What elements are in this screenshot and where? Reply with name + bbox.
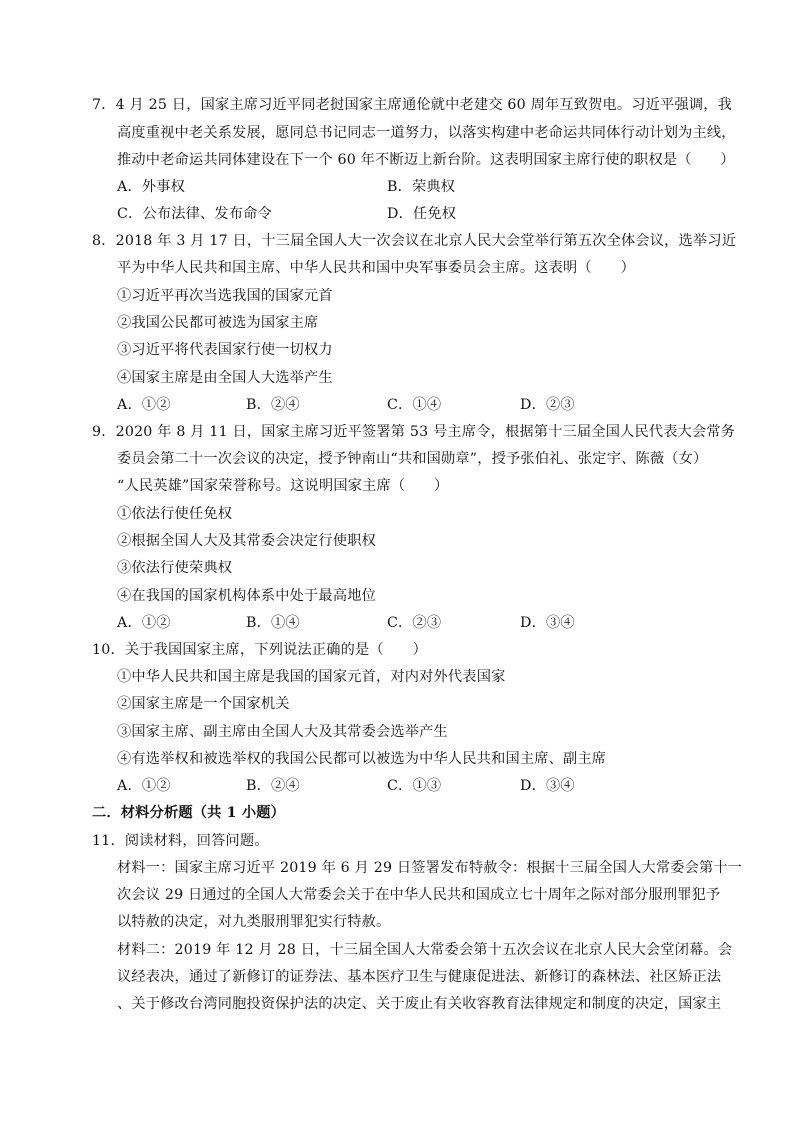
q9-option-b: B．①④ <box>246 615 300 631</box>
q9-option-d: D．③④ <box>520 615 575 631</box>
q11-material-line-4: 材料二：2019 年 12 月 28 日，十三届全国人大常委会第十五次会议在北京人民大会堂闭幕。会 <box>117 942 733 958</box>
q8-option-b: B．②④ <box>246 397 300 413</box>
q10-option-c: C．①③ <box>387 778 442 794</box>
q7-option-b: B．荣典权 <box>387 179 456 195</box>
q9-stem-line-3: “人民英雄”国家荣誉称号。这说明国家主席（ ） <box>117 478 449 494</box>
q8-option-a: A．①② <box>117 397 171 413</box>
q10-item-4: ④有选举权和被选举权的我国公民都可以被选为中华人民共和国主席、副主席 <box>117 751 607 767</box>
q11-material-line-3: 以特赦的决定，对九类服刑罪犯实行特赦。 <box>117 914 391 930</box>
q9-option-c: C．②③ <box>387 615 442 631</box>
q11-material-line-6: 、关于修改台湾同胞投资保护法的决定、关于废止有关收容教育法律规定和制度的决定，国家主 <box>117 996 722 1012</box>
q7-option-d: D．任免权 <box>387 206 457 222</box>
q8-item-4: ④国家主席是由全国人大选举产生 <box>117 370 333 386</box>
q8-stem-line-1: 8．2018 年 3 月 17 日，十三届全国人大一次会议在北京人民大会堂举行第五次全体会议，选举习近 <box>92 233 737 249</box>
q9-item-2: ②根据全国人大及其常委会决定行使职权 <box>117 533 376 549</box>
q8-item-1: ①习近平再次当选我国的国家元首 <box>117 288 333 304</box>
q10-option-a: A．①② <box>117 778 171 794</box>
q9-option-a: A．①② <box>117 615 171 631</box>
q9-item-3: ③依法行使荣典权 <box>117 560 233 576</box>
q8-item-2: ②我国公民都可被选为国家主席 <box>117 315 319 331</box>
q10-stem: 10．关于我国国家主席，下列说法正确的是（ ） <box>92 642 427 658</box>
q7-stem-line-3: 推动中老命运共同体建设在下一个 60 年不断迈上新台阶。这表明国家主席行使的职权是（ ） <box>117 152 735 168</box>
q7-stem-line-1: 7．4 月 25 日，国家主席习近平同老挝国家主席通伦就中老建交 60 周年互致贺电。习近平强调，我 <box>92 97 733 113</box>
q7-option-a: A．外事权 <box>117 179 185 195</box>
q9-stem-line-2: 委员会第二十一次会议的决定，授予钟南山“共和国勋章”，授予张伯礼、张定宇、陈薇（女） <box>117 451 708 467</box>
section-2-title: 二．材料分析题（共 1 小题） <box>92 805 286 821</box>
q10-item-2: ②国家主席是一个国家机关 <box>117 696 290 712</box>
q7-stem-line-2: 高度重视中老关系发展，愿同总书记同志一道努力，以落实构建中老命运共同体行动计划为主线， <box>117 125 736 141</box>
q11-stem: 11．阅读材料，回答问题。 <box>92 833 269 849</box>
q9-item-1: ①依法行使任免权 <box>117 506 233 522</box>
q9-item-4: ④在我国的国家机构体系中处于最高地位 <box>117 588 376 604</box>
q10-item-1: ①中华人民共和国主席是我国的国家元首，对内对外代表国家 <box>117 669 506 685</box>
q9-stem-line-1: 9．2020 年 8 月 11 日，国家主席习近平签署第 53 号主席令，根据第十三届全国人民代表大会常务 <box>92 424 736 440</box>
q11-material-line-1: 材料一：国家主席习近平 2019 年 6 月 29 日签署发布特赦令：根据十三届全国人大常委会第十一 <box>117 860 743 876</box>
q10-option-b: B．②④ <box>246 778 300 794</box>
q10-option-d: D．③④ <box>520 778 575 794</box>
q7-option-c: C．公布法律、发布命令 <box>117 206 272 222</box>
q8-item-3: ③习近平将代表国家行使一切权力 <box>117 342 333 358</box>
q11-material-line-5: 议经表决，通过了新修订的证券法、基本医疗卫生与健康促进法、新修订的森林法、社区矫正法 <box>117 969 722 985</box>
q10-item-3: ③国家主席、副主席由全国人大及其常委会选举产生 <box>117 724 448 740</box>
q8-option-c: C．①④ <box>387 397 442 413</box>
q8-stem-line-2: 平为中华人民共和国主席、中华人民共和国中央军事委员会主席。这表明（ ） <box>117 260 635 276</box>
q11-material-line-2: 次会议 29 日通过的全国人大常委会关于在中华人民共和国成立七十周年之际对部分服刑罪犯予 <box>117 887 721 903</box>
q8-option-d: D．②③ <box>520 397 575 413</box>
